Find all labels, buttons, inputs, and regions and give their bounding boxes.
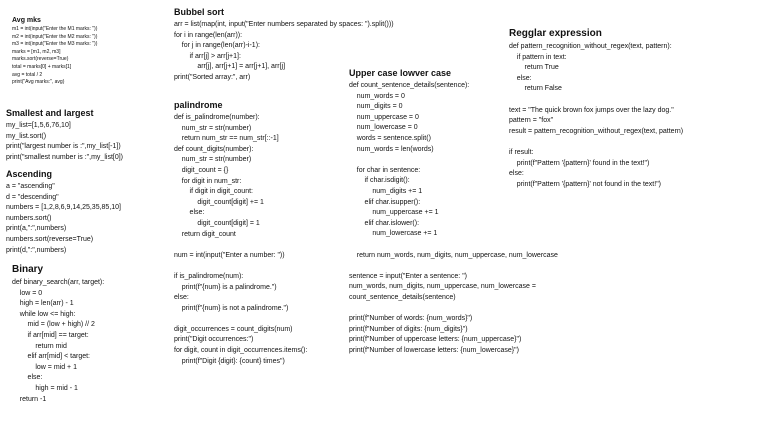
code-line: print("smallest number is :",my_list[0]) bbox=[6, 153, 123, 161]
code-line bbox=[509, 95, 683, 106]
code-line: m1 = int(input("Enter the M1 marks: ")) bbox=[12, 26, 98, 32]
ascending-code bbox=[6, 182, 121, 256]
code-line: else: bbox=[12, 374, 43, 382]
regex-heading: Regglar expression bbox=[509, 28, 602, 39]
code-line: count_sentence_details(sentence) bbox=[349, 293, 456, 301]
code-line: print(f"Digit {digit}: {count} times") bbox=[174, 357, 285, 365]
code-line: for char in sentence: bbox=[349, 166, 421, 174]
code-line: else: bbox=[174, 294, 189, 302]
code-line: print(f"Number of words: {num_words}") bbox=[349, 315, 473, 323]
code-line: def pattern_recognition_without_regex(text, pattern): bbox=[509, 43, 672, 50]
code-line: print("largest number is :",my_list[-1]) bbox=[6, 143, 121, 151]
code-line: print(f"Number of lowercase letters: {num_lowercase}") bbox=[349, 346, 519, 354]
code-line: def count_sentence_details(sentence): bbox=[349, 82, 470, 89]
code-line: if arr[mid] == target: bbox=[12, 331, 89, 339]
code-line: print(f"{num} is a palindrome.") bbox=[174, 283, 277, 291]
code-line: if is_palindrome(num): bbox=[174, 272, 244, 280]
code-line: num_digits += 1 bbox=[349, 187, 423, 195]
code-line: num_words = len(words) bbox=[349, 145, 434, 153]
avg-marks-code bbox=[12, 26, 97, 87]
code-line: total = marks[0] + marks[1] bbox=[12, 63, 72, 70]
code-line: for digit, count in digit_occurrences.items(): bbox=[174, 347, 308, 355]
code-line: if result: bbox=[509, 148, 534, 156]
code-line: print("Digit occurrences:") bbox=[174, 336, 254, 344]
smallest-largest-heading: Smallest and largest bbox=[6, 108, 94, 118]
code-line: for j in range(len(arr)-i-1): bbox=[174, 42, 260, 50]
binary-heading: Binary bbox=[12, 264, 44, 275]
code-line: marks.sort(reverse=True) bbox=[12, 56, 69, 63]
code-line: digit_count = {} bbox=[174, 166, 229, 174]
code-line: if digit in digit_count: bbox=[174, 188, 253, 196]
code-line: print(f"{num} is not a palindrome.") bbox=[174, 304, 289, 312]
code-line: m3 = int(input("Enter the M3 marks: ")) bbox=[12, 41, 98, 48]
code-line: return False bbox=[509, 85, 562, 93]
code-line bbox=[349, 240, 558, 251]
code-line: d = "descending" bbox=[6, 193, 59, 201]
regex-block bbox=[509, 28, 683, 190]
code-line: digit_occurrences = count_digits(num) bbox=[174, 325, 293, 333]
code-line: if char.isdigit(): bbox=[349, 177, 410, 185]
code-line: digit_count[digit] += 1 bbox=[174, 198, 264, 206]
code-line: return True bbox=[509, 64, 559, 72]
code-line bbox=[174, 261, 307, 272]
code-line: numbers.sort() bbox=[6, 214, 52, 222]
code-line: my_list.sort() bbox=[6, 132, 47, 140]
code-line: numbers.sort(reverse=True) bbox=[6, 235, 94, 243]
code-line: return num_str == num_str[::-1] bbox=[174, 135, 279, 143]
code-line: if pattern in text: bbox=[509, 53, 567, 61]
palindrome-heading: palindrome bbox=[174, 100, 223, 110]
code-line: m2 = int(input("Enter the M2 marks: ")) bbox=[12, 33, 98, 40]
code-line: elif char.isupper(): bbox=[349, 198, 421, 206]
code-line: print(f"Number of digits: {num_digits}") bbox=[349, 325, 468, 333]
code-line: num_words, num_digits, num_uppercase, num_lowercase = bbox=[349, 283, 536, 291]
code-line: print("Sorted array:", arr) bbox=[174, 73, 251, 81]
code-line bbox=[509, 137, 683, 148]
code-line: arr = list(map(int, input("Enter numbers separated by spaces: ").split())) bbox=[174, 21, 394, 28]
code-line: def binary_search(arr, target): bbox=[12, 279, 105, 286]
code-line: return num_words, num_digits, num_uppercase, num_lowercase bbox=[349, 251, 558, 259]
code-line: else: bbox=[509, 170, 524, 178]
code-line: num_str = str(number) bbox=[174, 124, 252, 132]
code-line: pattern = "fox" bbox=[509, 117, 554, 125]
binary-block bbox=[12, 264, 104, 405]
code-line: if arr[j] > arr[j+1]: bbox=[174, 52, 241, 60]
code-line: print(f"Pattern '{pattern}' found in the text!") bbox=[509, 159, 650, 167]
code-line: my_list=[1,5,6,76,10] bbox=[6, 122, 71, 129]
code-line: numbers = [1,2,8,6,9,14,25,35,85,10] bbox=[6, 204, 122, 212]
code-line: print(d,":",numbers) bbox=[6, 246, 67, 254]
palindrome-code bbox=[174, 113, 307, 367]
code-line: num_uppercase += 1 bbox=[349, 209, 439, 217]
code-line: high = mid - 1 bbox=[12, 384, 78, 392]
code-line: mid = (low + high) // 2 bbox=[12, 321, 95, 329]
code-line: num_lowercase += 1 bbox=[349, 230, 438, 238]
code-line: print(f"Pattern '{pattern}' not found in the text!") bbox=[509, 180, 662, 188]
code-line: high = len(arr) - 1 bbox=[12, 300, 74, 308]
code-line: num_words = 0 bbox=[349, 92, 405, 100]
code-line: num_uppercase = 0 bbox=[349, 113, 419, 121]
regex-code bbox=[509, 42, 683, 190]
code-line: def is_palindrome(number): bbox=[174, 114, 260, 121]
code-line: avg = total / 2 bbox=[12, 71, 43, 78]
code-line: else: bbox=[509, 74, 532, 82]
code-line: marks = [m1, m2, m3] bbox=[12, 48, 61, 55]
code-line: return digit_count bbox=[174, 230, 236, 238]
bubble-sort-heading: Bubbel sort bbox=[174, 7, 225, 17]
code-line: else: bbox=[174, 209, 205, 217]
code-line: a = "ascending" bbox=[6, 183, 55, 190]
smallest-largest-block bbox=[6, 108, 123, 163]
code-line: num_digits = 0 bbox=[349, 103, 403, 111]
code-line: return -1 bbox=[12, 395, 47, 403]
code-line: return mid bbox=[12, 342, 67, 350]
code-line: for i in range(len(arr)): bbox=[174, 31, 243, 39]
code-line: words = sentence.split() bbox=[349, 134, 431, 142]
code-line: elif char.islower(): bbox=[349, 219, 420, 227]
binary-code bbox=[12, 278, 104, 405]
code-line: arr[j], arr[j+1] = arr[j+1], arr[j] bbox=[174, 63, 286, 71]
avg-marks-heading: Avg mks bbox=[12, 17, 41, 24]
ascending-block bbox=[6, 169, 121, 256]
ascending-heading: Ascending bbox=[6, 169, 53, 179]
smallest-largest-code bbox=[6, 121, 123, 163]
code-line bbox=[349, 303, 558, 314]
code-line: def count_digits(number): bbox=[174, 145, 254, 153]
code-line: num_str = str(number) bbox=[174, 156, 252, 164]
code-line bbox=[174, 314, 307, 325]
code-line: low = mid + 1 bbox=[12, 363, 77, 371]
palindrome-block bbox=[174, 100, 307, 367]
code-line: print("Avg marks:", avg) bbox=[12, 79, 65, 86]
code-line bbox=[174, 240, 307, 251]
code-line: num = int(input("Enter a number: ")) bbox=[174, 251, 285, 259]
code-line: result = pattern_recognition_without_regex(text, pattern) bbox=[509, 127, 684, 135]
code-line: sentence = input("Enter a sentence: ") bbox=[349, 272, 468, 280]
code-line: for digit in num_str: bbox=[174, 177, 242, 185]
code-line bbox=[349, 261, 558, 272]
code-line: num_lowercase = 0 bbox=[349, 124, 418, 132]
code-line: print(f"Number of uppercase letters: {num_uppercase}") bbox=[349, 336, 522, 344]
code-line: digit_count[digit] = 1 bbox=[174, 219, 260, 227]
code-line: low = 0 bbox=[12, 289, 43, 297]
avg-marks-block bbox=[12, 16, 97, 87]
code-line: print(a,":",numbers) bbox=[6, 225, 67, 233]
code-line: elif arr[mid] < target: bbox=[12, 353, 90, 361]
code-line: text = "The quick brown fox jumps over the lazy dog." bbox=[509, 106, 674, 114]
case-count-heading: Upper case lowver case bbox=[349, 68, 452, 78]
code-line: while low <= high: bbox=[12, 310, 76, 318]
